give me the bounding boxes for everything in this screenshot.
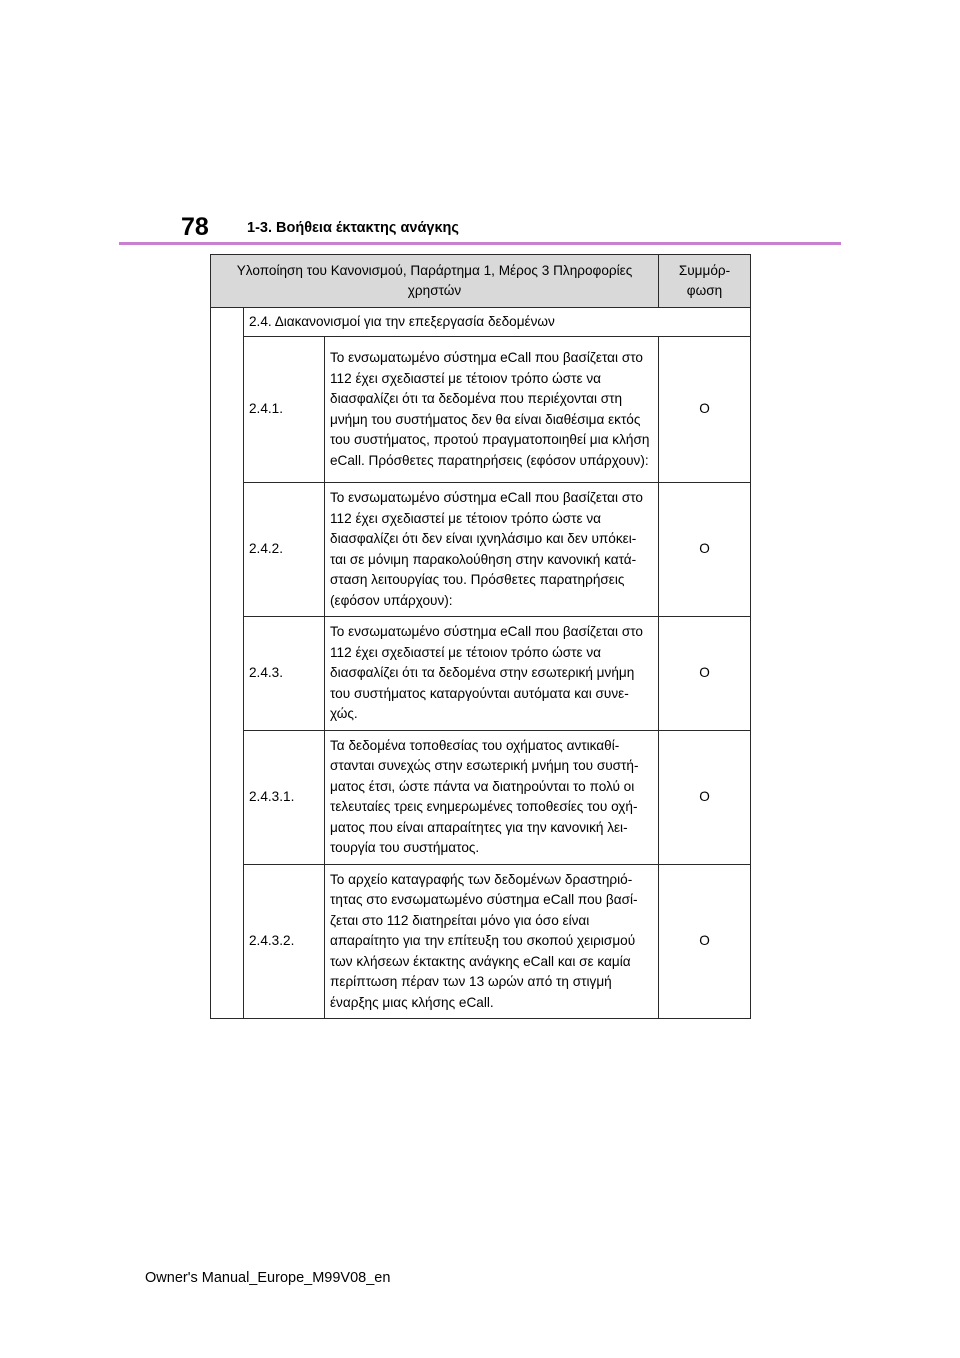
indent-cell (211, 308, 244, 1019)
section-title: 1-3. Βοήθεια έκτακτης ανάγκης (247, 220, 459, 236)
row-description: Το αρχείο καταγραφής των δεδομένων δραστηριό-τητας στο ενσωματωμένο σύστημα eCall που βασί-ζεται στο 112 διατηρείται μόνο για όσο είναι απαραίτητο για την επίτευξη του σκοπού χειρισμού των κλήσεων έκτακτης ανάγκης eCall και σε καμία περίπτωση πέραν των 13 ωρών από τη στιγμή έναρξης μιας κλήσης eCall. (325, 864, 659, 1019)
row-description: Το ενσωματωμένο σύστημα eCall που βασίζεται στο 112 έχει σχεδιαστεί με τέτοιον τρόπο ώστε να διασφαλίζει ότι τα δεδομένα που περιέχονται στη μνήμη του συστήματος δεν θα είναι διαθέσιμα εκτός του συστήματος, προτού πραγματοποιηθεί μια κλήση eCall. Πρόσθετες παρατηρήσεις (εφόσον υπάρχουν): (325, 337, 659, 483)
table-row (211, 483, 751, 617)
table-row (211, 337, 751, 483)
table-header-row (211, 255, 751, 308)
row-number: 2.4.3.2. (244, 864, 325, 1019)
requirements-table (210, 254, 751, 1019)
row-number: 2.4.3. (244, 617, 325, 731)
row-description: Το ενσωματωμένο σύστημα eCall που βασίζεται στο 112 έχει σχεδιαστεί με τέτοιον τρόπο ώστε να διασφαλίζει ότι τα δεδομένα στην εσωτερική μνήμη του συστήματος καταργούνται αυτόματα και συνε-χώς. (325, 617, 659, 731)
table-row (211, 617, 751, 731)
header-conformity: Συμμόρ-φωση (659, 255, 751, 308)
footer-doc-id: Owner's Manual_Europe_M99V08_en (145, 1270, 391, 1286)
header-requirement: Υλοποίηση του Κανονισμού, Παράρτημα 1, Μέρος 3 Πληροφορίες χρηστών (211, 255, 659, 308)
section-row (211, 308, 751, 337)
header-divider (119, 242, 841, 245)
row-conformity: O (659, 864, 751, 1019)
table-row (211, 864, 751, 1019)
table-row (211, 730, 751, 864)
row-conformity: O (659, 730, 751, 864)
row-description: Το ενσωματωμένο σύστημα eCall που βασίζεται στο 112 έχει σχεδιαστεί με τέτοιον τρόπο ώστε να διασφαλίζει ότι δεν είναι ιχνηλάσιμο και δεν υπόκει-ται σε μόνιμη παρακολούθηση στην κανονική κατά-σταση λειτουργίας του. Πρόσθετες παρατηρήσεις (εφόσον υπάρχουν): (325, 483, 659, 617)
row-description: Τα δεδομένα τοποθεσίας του οχήματος αντικαθί-στανται συνεχώς στην εσωτερική μνήμη του συστή-ματος έτσι, ώστε πάντα να διατηρούνται το πολύ οι τελευταίες τρεις ενημερωμένες τοποθεσίες του οχή-ματος που είναι απαραίτητες για την κανονική λει-τουργία του συστήματος. (325, 730, 659, 864)
page-number: 78 (181, 213, 209, 241)
row-conformity: O (659, 483, 751, 617)
row-number: 2.4.1. (244, 337, 325, 483)
row-conformity: O (659, 617, 751, 731)
row-number: 2.4.3.1. (244, 730, 325, 864)
row-number: 2.4.2. (244, 483, 325, 617)
section-label: 2.4. Διακανονισμοί για την επεξεργασία δεδομένων (244, 308, 751, 337)
row-conformity: O (659, 337, 751, 483)
